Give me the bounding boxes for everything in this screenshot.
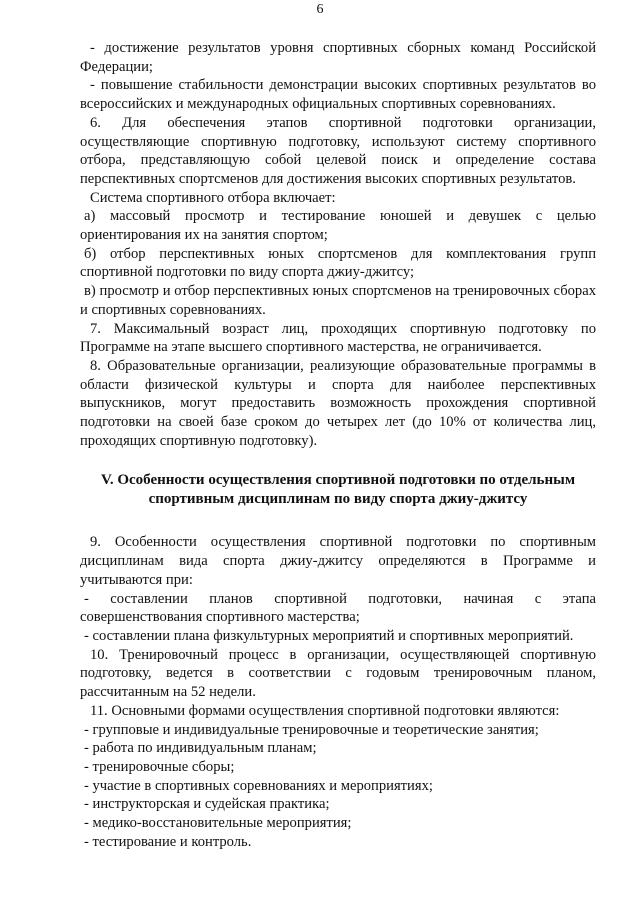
paragraph-item-9-plans: - составлении планов спортивной подготовки, начиная с этапа совершенствования спортивного мастерства;	[80, 590, 596, 626]
paragraph-selection-c: в) просмотр и отбор перспективных юных спортсменов на тренировочных сборах и спортивных соревнованиях.	[80, 283, 596, 318]
page-number: 6	[316, 2, 324, 17]
paragraph-item-10: 10. Тренировочный процесс в организации, осуществляющей спортивную подготовку, ведется в соответствии с годовым тренировочным планом, рассчитанным на 52 недели.	[80, 646, 596, 701]
paragraph-goal-stability: - повышение стабильности демонстрации высоких спортивных результатов во всероссийских и международных официальных спортивных соревнованиях.	[80, 77, 596, 113]
list-item: - участие в спортивных соревнованиях и мероприятиях;	[84, 777, 433, 794]
paragraph-item-6: 6. Для обеспечения этапов спортивной подготовки организации, осуществляющие спортивную подготовку, используют систему спортивного отбора, представляющую собой целевой поиск и определение состава перспективных спортсменов для достижения высоких спортивных результатов.	[80, 114, 596, 187]
paragraph-item-7: 7. Максимальный возраст лиц, проходящих спортивную подготовку по Программе на этапе высшего спортивного мастерства, не ограничивается.	[80, 320, 596, 356]
paragraph-goal-national-teams: - достижение результатов уровня спортивных сборных команд Российской Федерации;	[80, 40, 596, 75]
list-item: - групповые и индивидуальные тренировочные и теоретические занятия;	[84, 721, 539, 738]
list-item: - медико-восстановительные мероприятия;	[84, 815, 352, 832]
paragraph-selection-b: б) отбор перспективных юных спортсменов для комплектования групп спортивной подготовки по виду спорта джиу-джитсу;	[80, 245, 596, 281]
paragraph-item-8: 8. Образовательные организации, реализующие образовательные программы в области физической культуры и спорта для наиболее перспективных выпускников, могут предоставить возможность прохождения спортивной подготовки на своей базе сроком до четырех лет (до 10% от количества лиц, проходящих спортивную подготовку).	[80, 357, 596, 449]
paragraph-item-11: 11. Основными формами осуществления спортивной подготовки являются:	[90, 702, 560, 719]
paragraph-selection-system: Система спортивного отбора включает:	[90, 189, 336, 206]
document-body	[80, 39, 596, 851]
list-item: - инструкторская и судейская практика;	[84, 796, 330, 813]
list-item: - работа по индивидуальным планам;	[84, 740, 317, 757]
list-item: - тренировочные сборы;	[84, 758, 235, 775]
paragraph-item-9-events: - составлении плана физкультурных мероприятий и спортивных мероприятий.	[84, 627, 574, 644]
list-item: - тестирование и контроль.	[84, 833, 252, 850]
paragraph-selection-a: а) массовый просмотр и тестирование юношей и девушек с целью ориентирования их на занятия спортом;	[80, 208, 596, 244]
forms-list	[80, 721, 596, 852]
section-heading: V. Особенности осуществления спортивной подготовки по отдельным спортивным дисциплинам по виду спорта джиу-джитсу	[100, 472, 576, 508]
paragraph-item-9: 9. Особенности осуществления спортивной подготовки по спортивным дисциплинам вида спорта джиу-джитсу определяются в Программе и учитываются при:	[80, 534, 596, 588]
